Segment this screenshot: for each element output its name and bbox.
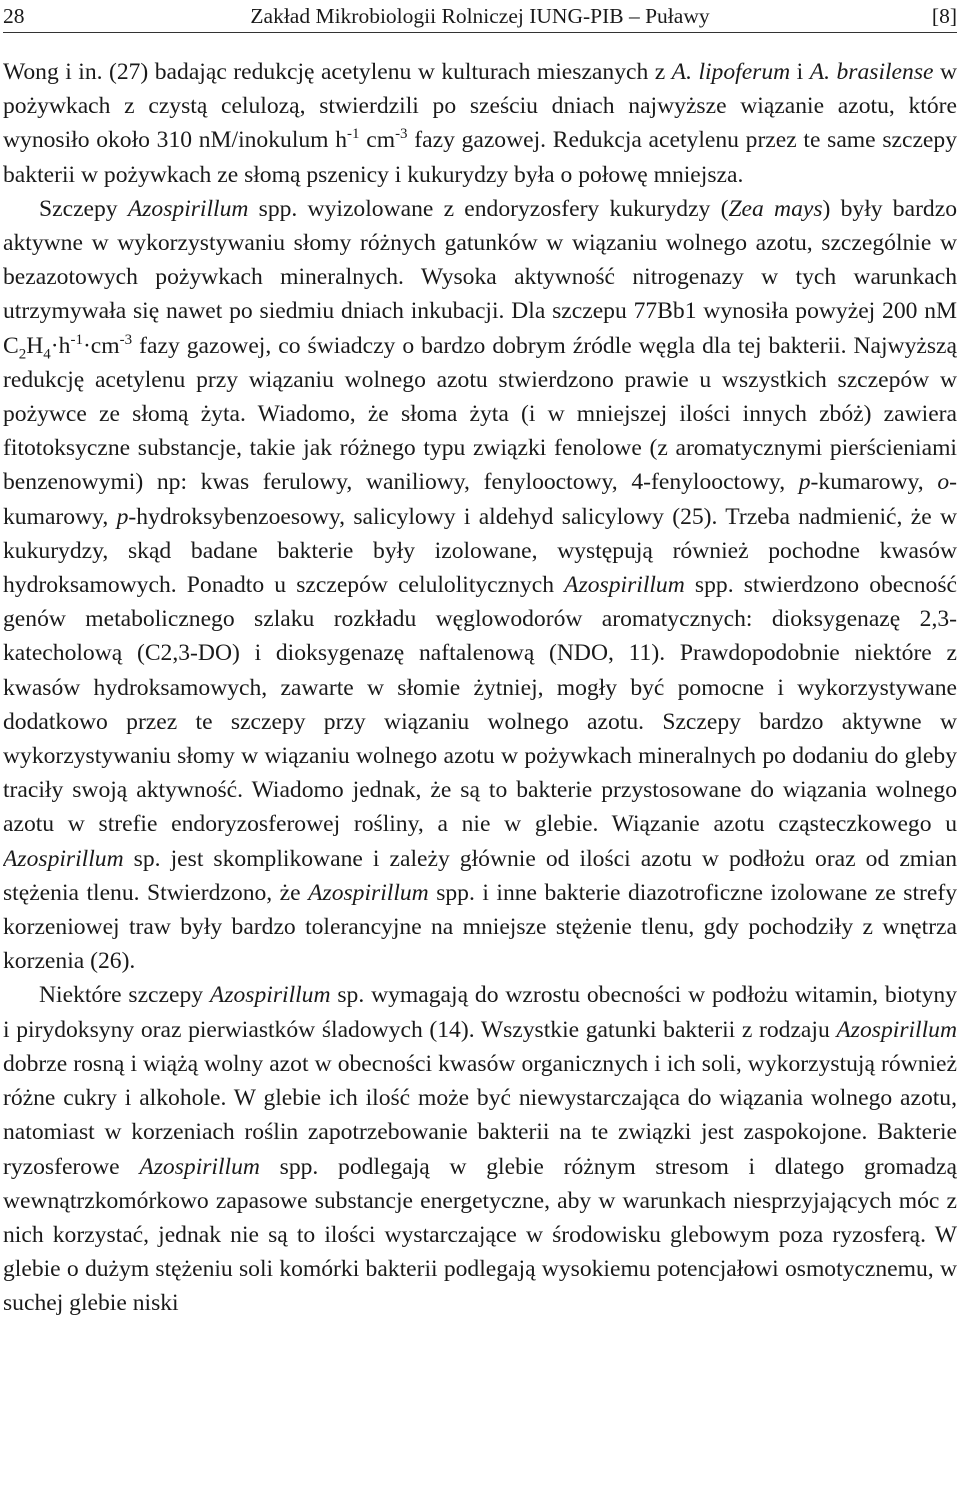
- subscript: 4: [43, 346, 51, 363]
- italic-text: Azospirillum: [209, 982, 331, 1009]
- text-run: Niektóre szczepy: [39, 982, 210, 1009]
- text-run: i: [790, 59, 810, 85]
- text-run: -kumarowy,: [3, 469, 957, 530]
- superscript: -3: [395, 126, 408, 143]
- italic-text: Azospirillum: [836, 1016, 957, 1043]
- italic-text: Azospirillum: [139, 1153, 260, 1180]
- superscript: -3: [119, 331, 133, 348]
- text-run: Szczepy: [39, 195, 128, 222]
- italic-text: Azospirillum: [308, 879, 429, 906]
- italic-text: Zea mays: [728, 195, 823, 222]
- running-header: [3, 0, 957, 33]
- text-run: sp. jest skomplikowane i zależy głównie od ilości azotu w podłożu oraz od zmian stężenia tlenu. Stwierdzono, że: [3, 845, 957, 906]
- superscript: -1: [347, 126, 360, 143]
- italic-text: p: [798, 469, 811, 496]
- italic-text: A. brasilense: [809, 59, 934, 85]
- page-number: 28: [3, 4, 25, 28]
- text-run: cm: [359, 127, 396, 154]
- text-run: Wong i in. (27) badając redukcję acetylenu w kulturach mieszanych z: [3, 59, 672, 85]
- italic-text: Azospirillum: [564, 572, 685, 599]
- superscript: -1: [70, 331, 83, 348]
- text-run: H: [26, 332, 44, 359]
- text-run: spp. podlegają w glebie różnym stresom i dlatego gromadzą wewnątrzkomórkowo zapasowe substancje energetyczne, aby w warunkach niesprzyjających móc z nich korzystać, jednak nie są to ilości wystarczające w środowisku glebowym poza ryzosferą. W glebie o dużym stężeniu soli komórki bakterii podlegają wysokiemu potencjałowi osmotycznemu, w suchej glebie niski: [3, 1153, 957, 1317]
- text-run: fazy gazowej, co świadczy o bardzo dobrym źródle węgla dla tej bakterii. Najwyższą redukcję acetylenu przy wiązaniu wolnego azotu stwierdzono prawie u wszystkich szczepów w pożywce ze słomą żyta. Wiadomo, że słoma żyta (i w mniejszej ilości innych zbóż) zawiera fitotoksyczne substancje, takie jak różnego typu związki fenolowe (z aromatycznymi pierścieniami benzenowymi) np: kwas ferulowy, waniliowy, fenylooctowy, 4-fenylooctowy,: [3, 332, 957, 496]
- italic-text: p: [116, 503, 129, 530]
- italic-text: o: [937, 469, 950, 496]
- document-page: [3, 0, 957, 1492]
- text-run: ·h: [50, 332, 71, 359]
- text-run: -kumarowy,: [810, 469, 938, 496]
- text-run: -hydroksybenzoesowy, salicylowy i aldehyd salicylowy (25). Trzeba nadmienić, że w kukurydzy, skąd badane bakterie były izolowane, występują również pochodne kwasów hydroksamowych. Ponadto u szczepów celulolitycznych: [3, 503, 957, 599]
- paragraph-1: [3, 55, 957, 192]
- italic-text: Azospirillum: [127, 195, 249, 222]
- text-run: ) były bardzo aktywne w wykorzystywaniu słomy różnych gatunków w wiązaniu wolnego azotu, szczególnie w bezazotowych pożywkach mineralnych. Wysoka aktywność nitrogenazy w tych warunkach utrzymywała się nawet po siedmiu dniach inkubacji. Dla szczepu 77Bb1 wynosiła powyżej 200 nM C: [3, 195, 957, 359]
- text-run: w pożywkach z czystą celulozą, stwierdzili po sześciu dniach najwyższe wiązanie azotu, które wynosiło około 310 nM/inokulum h: [3, 59, 957, 154]
- italic-text: A. lipoferum: [671, 59, 791, 85]
- paragraph-2: [3, 192, 957, 979]
- bracket-reference: [8]: [931, 4, 957, 28]
- text-run: fazy gazowej. Redukcja acetylenu przez te same szczepy bakterii w pożywkach ze słomą pszenicy i kukurydzy była o połowę mniejsza.: [3, 127, 957, 188]
- text-run: spp. wyizolowane z endoryzosfery kukurydzy (: [248, 195, 729, 222]
- paragraph-3: [3, 978, 957, 1320]
- italic-text: Azospirillum: [3, 845, 124, 872]
- journal-title: Zakład Mikrobiologii Rolniczej IUNG-PIB – Puławy: [250, 4, 710, 28]
- text-run: dobrze rosną i wiążą wolny azot w obecności kwasów organicznych i ich soli, wykorzystują również różne cukry i alkohole. W glebie ich ilość może być niewystarczająca do wiązania wolnego azotu, natomiast w korzeniach roślin zapotrzebowanie bakterii na te związki jest zaspokojone. Bakterie ryzosferowe: [3, 1050, 957, 1180]
- text-run: spp. stwierdzono obecność genów metabolicznego szlaku rozkładu węglowodorów aromatycznych: dioksygenazę 2,3-katecholową (C2,3-DO) i dioksygenazę naftalenową (NDO, 11). Prawdopodobnie niektóre z kwasów hydroksamowych, zawarte w słomie żytniej, mogły być pomocne i wykorzystywane dodatkowo przez te szczepy przy wiązaniu wolnego azotu. Szczepy bardzo aktywne w wykorzystywaniu słomy w wiązaniu wolnego azotu w pożywkach mineralnych po dodaniu do gleby traciły swoją aktywność. Wiadomo jednak, że są to bakterie przystosowane do wiązania wolnego azotu w strefie endoryzosferowej rośliny, a nie w glebie. Wiązanie azotu cząsteczkowego u: [3, 572, 957, 838]
- text-run: ·cm: [82, 332, 120, 359]
- subscript: 2: [18, 346, 27, 363]
- text-run: sp. wymagają do wzrostu obecności w podłożu witamin, biotyny i pirydoksyny oraz pierwiastków śladowych (14). Wszystkie gatunki bakterii z rodzaju: [3, 982, 957, 1043]
- text-run: spp. i inne bakterie diazotroficzne izolowane ze strefy korzeniowej traw były bardzo tolerancyjne na mniejsze stężenie tlenu, gdy pochodziły z wnętrza korzenia (26).: [3, 879, 957, 975]
- body-text: [3, 55, 957, 1321]
